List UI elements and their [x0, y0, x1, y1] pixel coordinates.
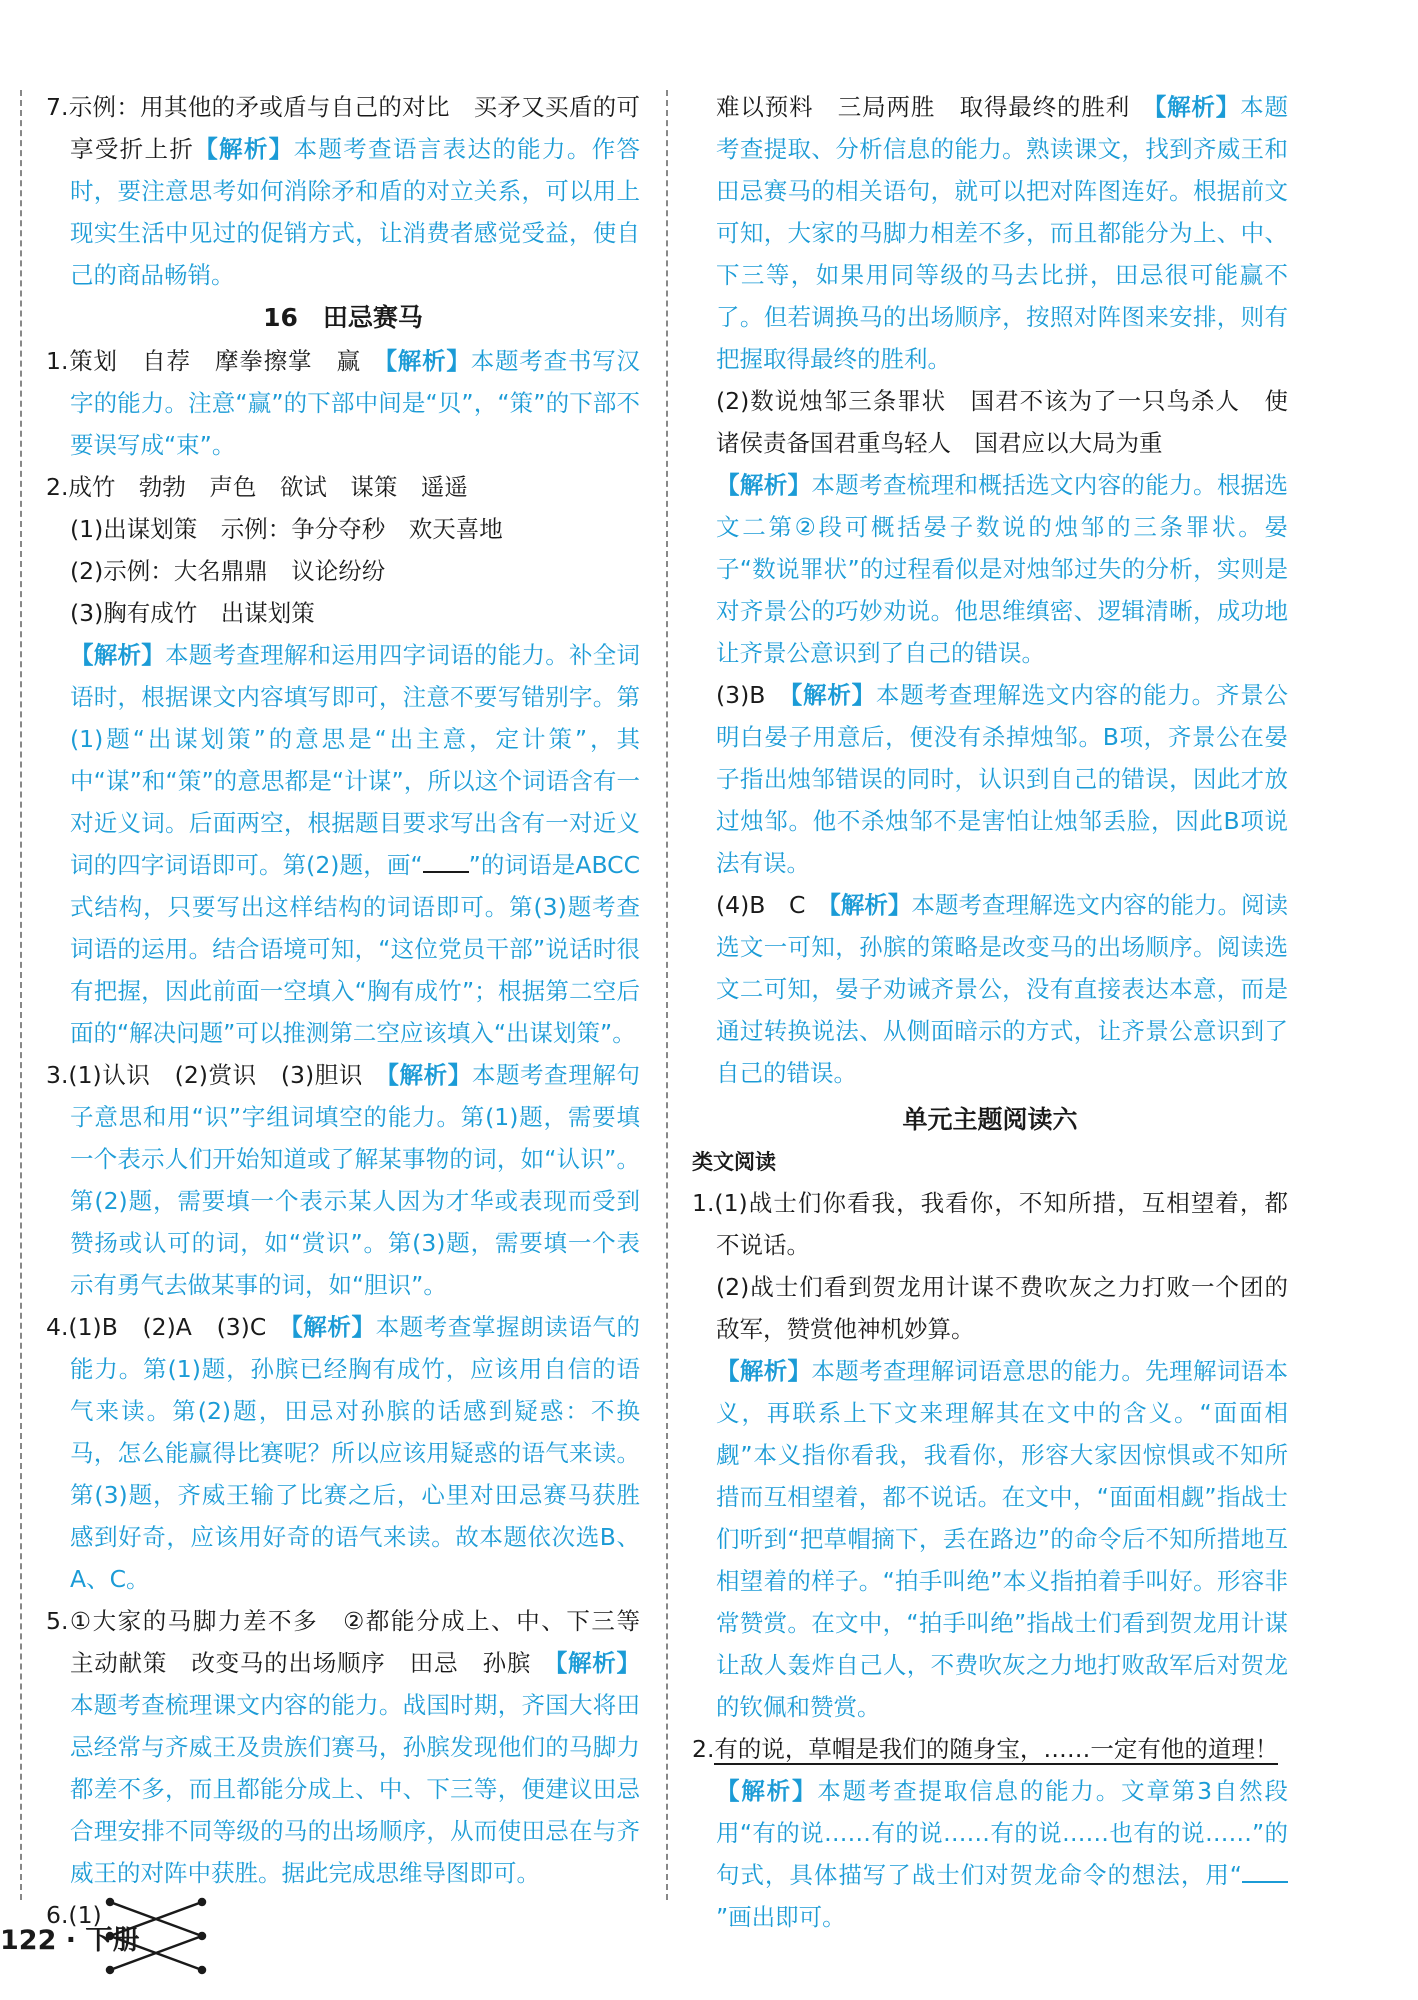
- answer-6-1-cont: 难以预料 三局两胜 取得最终的胜利 【解析】本题考查提取、分析信息的能力。熟读课文，找到齐威王和田忌赛马的相关语句，就可以把对阵图连好。根据前文可知，大家的马脚力相差不多，而且都能分为上、中、下三等，如果用同等级的马去比拼，田忌很可能赢不了。但若调换马的出场顺序，按照对阵图来安排，则有把握取得最终的胜利。: [716, 93, 1289, 373]
- unit-title: 单元主题阅读六: [902, 1105, 1078, 1134]
- left-margin-dashed-line: [20, 90, 22, 1900]
- lesson-title: 16 田忌赛马: [263, 303, 423, 332]
- underline-blank: [423, 851, 469, 873]
- reading-answer-1: 1.(1)战士们你看我，我看你，不知所措，互相望着，都不说话。 (2)战士们看到贺龙用计谋不费吹灰之力打败一个团的敌军，赞赏他神机妙算。 【解析】本题考查理解词语意思的能力。先理解词语本义，再联系上下文来理解其在文中的含义。“面面相觑”本义指你看我，我看你，形容大家因惊惧或不知所措而互相望着，都不说话。在文中，“面面相觑”指战士们听到“把草帽摘下，丢在路边”的命令后不知所措地互相望着的样子。“拍手叫绝”本义指拍着手叫好。形容非常赞赏。在文中，“拍手叫绝”指战士们看到贺龙用计谋让敌人轰炸自己人，不费吹灰之力地打败敌军后对贺龙的钦佩和赞赏。: [692, 1189, 1289, 1721]
- page-footer: 122 · 下册: [0, 1925, 140, 1956]
- answer-6-2: (2)数说烛邹三条罪状 国君不该为了一只鸟杀人 使诸侯责备国君重鸟轻人 国君应以大局为重 【解析】本题考查梳理和概括选文内容的能力。根据选文二第②段可概括晏子数说的烛邹的三条罪状。晏子“数说罪状”的过程看似是对烛邹过失的分析，实则是对齐景公的巧妙劝说。他思维缜密、逻辑清晰，成功地让齐景公意识到了自己的错误。: [716, 387, 1289, 667]
- answer-4: 4.(1)B (2)A (3)C 【解析】本题考查掌握朗读语气的能力。第(1)题，孙膑已经胸有成竹，应该用自信的语气来读。第(2)题，田忌对孙膑的话感到疑惑：不换马，怎么能赢得比赛呢？所以应该用疑惑的语气来读。第(3)题，齐威王输了比赛之后，心里对田忌赛马获胜感到好奇，应该用好奇的语气来读。故本题依次选B、A、C。: [46, 1313, 640, 1593]
- answer-2: 2.成竹 勃勃 声色 欲试 谋策 遥遥 (1)出谋划策 示例：争分夺秒 欢天喜地 (2)示例：大名鼎鼎 议论纷纷 (3)胸有成竹 出谋划策 【解析】本题考查理解和运用四字词语的能力。补全词语时，根据课文内容填写即可，注意不要写错别字。第(1)题“出谋划策”的意思是“出主意，定计策”，其中“谋”和“策”的意思都是“计谋”，所以这个词语含有一对近义词。后面两空，根据题目要求写出含有一对近义词的四字词语即可。第(2)题，画“ ”的词语是ABCC式结构，只要写出这样结构的词语即可。第(3)题考查词语的运用。结合语境可知，“这位党员干部”说话时很有把握，因此前面一空填入“胸有成竹”；根据第二空后面的“解决问题”可以推测第二空应该填入“出谋划策”。: [46, 473, 641, 1047]
- column-divider-dashed-line: [666, 90, 668, 1900]
- answer-5: 5.①大家的马脚力差不多 ②都能分成上、中、下三等 主动献策 改变马的出场顺序 田忌 孙膑 【解析】本题考查梳理课文内容的能力。战国时期，齐国大将田忌经常与齐威王及贵族们赛马，孙膑发现他们的马脚力都差不多，而且都能分成上、中、下三等，便建议田忌合理安排不同等级的马的出场顺序，从而使田忌在与齐威王的对阵中获胜。据此完成思维导图即可。: [46, 1607, 664, 1887]
- underline-blank: [1242, 1861, 1288, 1883]
- answer-1: 1.策划 自荐 摩拳擦掌 赢 【解析】本题考查书写汉字的能力。注意“赢”的下部中间是“贝”，“策”的下部不要误写成“束”。: [46, 347, 641, 459]
- right-column: [692, 86, 1288, 1938]
- answer-6-4: (4)B C 【解析】本题考查理解选文内容的能力。阅读选文一可知，孙膑的策略是改变马的出场顺序。阅读选文二可知，晏子劝诫齐景公，没有直接表达本意，而是通过转换说法、从侧面暗示的方式，让齐景公意识到了自己的错误。: [716, 891, 1289, 1087]
- reading-answer-2: 2.有的说，草帽是我们的随身宝，……一定有他的道理！ 【解析】本题考查提取信息的能力。文章第3自然段用“有的说……有的说……有的说……也有的说……”的句式，具体描写了战士们对贺龙命令的想法，用“”画出即可。: [692, 1735, 1288, 1931]
- left-column: [46, 86, 664, 1978]
- answer-6-3: (3)B 【解析】本题考查理解选文内容的能力。齐景公明白晏子用意后，便没有杀掉烛邹。B项，齐景公在晏子指出烛邹错误的同时，认识到自己的错误，因此才放过烛邹。他不杀烛邹不是害怕让烛邹丢脸，因此B项说法有误。: [716, 681, 1289, 877]
- answer-3: 3.(1)认识 (2)赏识 (3)胆识 【解析】本题考查理解句子意思和用“识”字组词填空的能力。第(1)题，需要填一个表示人们开始知道或了解某事物的词，如“认识”。第(2)题，需要填一个表示某人因为才华或表现而受到赞扬或认可的词，如“赏识”。第(3)题，需要填一个表示有勇气去做某事的词，如“胆识”。: [46, 1061, 641, 1299]
- answer-7: 7.示例：用其他的矛或盾与自己的对比 买矛又买盾的可享受折上折【解析】本题考查语言表达的能力。作答时，要注意思考如何消除矛和盾的对立关系，可以用上现实生活中见过的促销方式，让消费者感觉受益，使自己的商品畅销。: [46, 93, 641, 289]
- section-heading: 类文阅读: [692, 1150, 776, 1174]
- answer-6-1: 6.(1): [46, 1894, 640, 1978]
